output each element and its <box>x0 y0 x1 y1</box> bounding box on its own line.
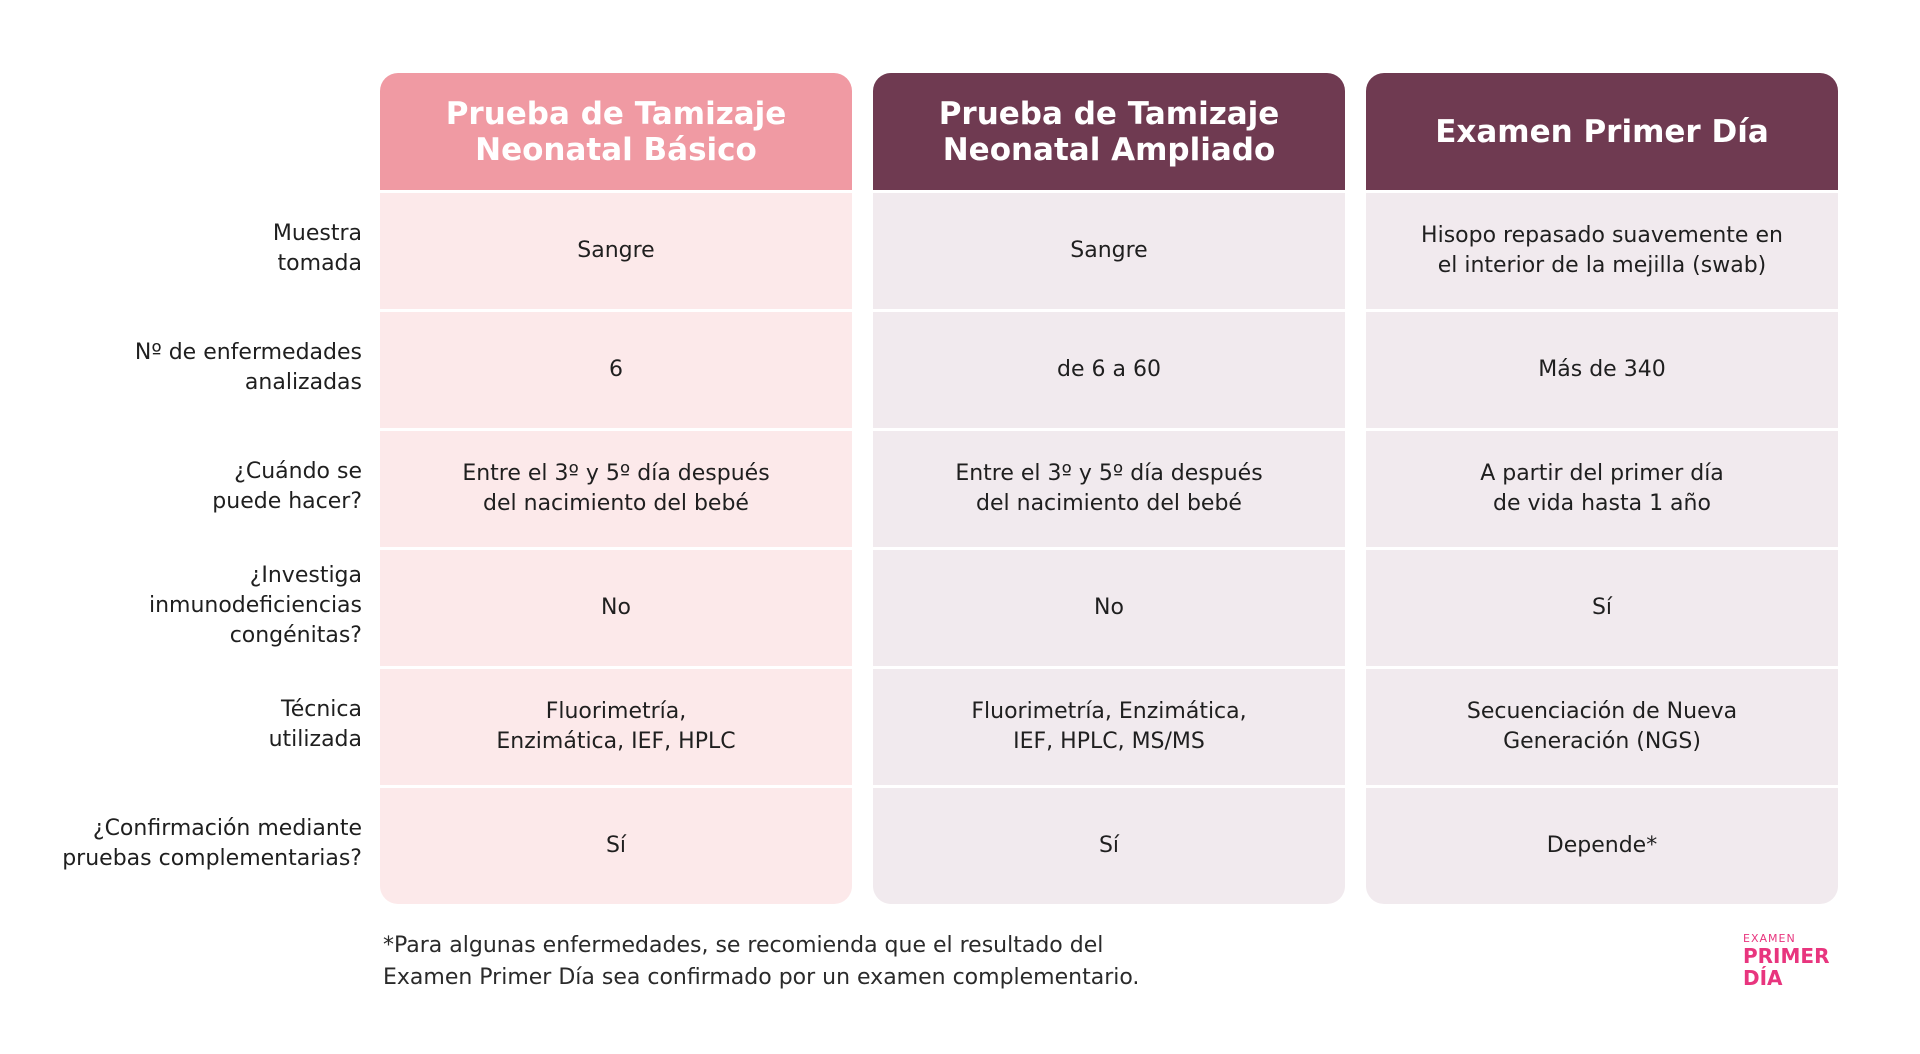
cell-primer-dia-cuando: A partir del primer día de vida hasta 1 año <box>1366 431 1838 547</box>
cell-primer-dia-confirmacion: Depende* <box>1366 788 1838 904</box>
cell-basico-inmunodeficiencias: No <box>380 550 852 666</box>
column-header-ampliado: Prueba de Tamizaje Neonatal Ampliado <box>873 73 1345 190</box>
cell-ampliado-tecnica: Fluorimetría, Enzimática, IEF, HPLC, MS/MS <box>873 669 1345 785</box>
row-label-inmunodeficiencias: ¿Investiga inmunodeficiencias congénitas? <box>148 563 362 648</box>
examen-primer-dia-logo <box>1743 932 1863 989</box>
cell-basico-enfermedades: 6 <box>380 312 852 428</box>
column-basico <box>380 73 852 904</box>
cell-primer-dia-muestra: Hisopo repasado suavemente en el interior de la mejilla (swab) <box>1366 193 1838 309</box>
column-primer-dia <box>1366 73 1838 904</box>
column-ampliado <box>873 73 1345 904</box>
row-label-muestra: Muestra tomada <box>272 221 362 276</box>
cell-basico-confirmacion: Sí <box>380 788 852 904</box>
cell-primer-dia-enfermedades: Más de 340 <box>1366 312 1838 428</box>
cell-primer-dia-inmunodeficiencias: Sí <box>1366 550 1838 666</box>
cell-basico-tecnica: Fluorimetría, Enzimática, IEF, HPLC <box>380 669 852 785</box>
cell-ampliado-cuando: Entre el 3º y 5º día después del nacimiento del bebé <box>873 431 1345 547</box>
logo-line-1: PRIMER <box>1743 944 1830 968</box>
row-label-enfermedades: Nº de enfermedades analizadas <box>134 340 362 395</box>
logo-small-text: EXAMEN <box>1743 932 1796 945</box>
logo-line-2: DÍA <box>1743 966 1783 990</box>
column-header-basico: Prueba de Tamizaje Neonatal Básico <box>380 73 852 190</box>
row-label-tecnica: Técnica utilizada <box>268 697 362 752</box>
cell-primer-dia-tecnica: Secuenciación de Nueva Generación (NGS) <box>1366 669 1838 785</box>
cell-ampliado-enfermedades: de 6 a 60 <box>873 312 1345 428</box>
cell-ampliado-muestra: Sangre <box>873 193 1345 309</box>
cell-basico-muestra: Sangre <box>380 193 852 309</box>
footnote: *Para algunas enfermedades, se recomienda que el resultado del Examen Primer Día sea confirmado por un examen complementario. <box>383 933 1140 990</box>
cell-basico-cuando: Entre el 3º y 5º día después del nacimiento del bebé <box>380 431 852 547</box>
row-label-confirmacion: ¿Confirmación mediante pruebas complementarias? <box>62 816 362 871</box>
row-label-cuando: ¿Cuándo se puede hacer? <box>212 459 362 514</box>
cell-ampliado-inmunodeficiencias: No <box>873 550 1345 666</box>
cell-ampliado-confirmacion: Sí <box>873 788 1345 904</box>
column-header-primer-dia: Examen Primer Día <box>1366 73 1838 190</box>
